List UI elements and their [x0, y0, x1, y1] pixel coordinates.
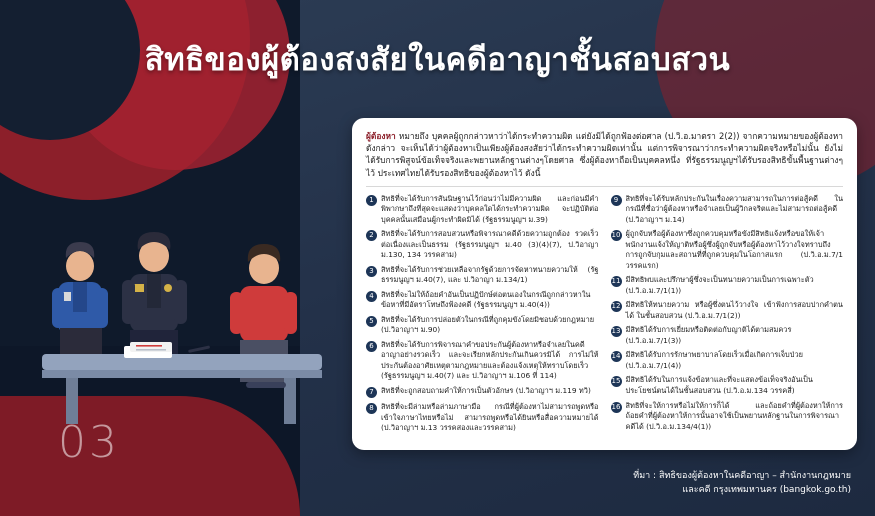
intro-text: หมายถึง บุคคลผู้ถูกกล่าวหาว่าได้กระทำความผิด แต่ยังมิได้ถูกฟ้องต่อศาล (ป.วิ.อ.มาตรา 2(2)) จากความหมายของผู้ต้องหาดังกล่าว จะเห็นได้ว่าผู้ต้องหาเป็นเพียงผู้ต้องสงสัยว่าได้กระทำความผิดเท่านั้น แต่การพิจารณาว่ากระทำความผิดจริงหรือไม่นั้น ยังไม่ได้รับการพิสูจน์ข้อเท็จจริงและพยานหลักฐานต่างๆโดยศาล ซึ่งผู้ต้องหาถือเป็นบุคคลหนึ่ง ที่รัฐธรรมนูญฯได้รับรองสิทธิขั้นพื้นฐานต่างๆไว้ ประเทศไทยได้รับรองสิทธิของผู้ต้องหาไว้ ดังนี้	[366, 131, 843, 178]
list-item-number: 16	[611, 402, 621, 411]
list-item-number: 5	[366, 316, 377, 327]
list-item-text: สิทธิที่จะได้รับการสันนิษฐานไว้ก่อนว่าไม่มีความผิด และก่อนมีคำพิพากษาถึงที่สุดจะแสดงว่าบุคคลใดได้กระทำความผิด จะปฏิบัติต่อบุคคลนั้นเสมือนผู้กระทำผิดมิได้ (รัฐธรรมนูญฯ ม.39)	[381, 193, 599, 224]
list-item-number: 2	[366, 230, 377, 241]
list-item-text: สิทธิที่จะได้รับหลักประกันในเรื่องความสามารถในการต่อสู้คดี ในกรณีที่ชื่อว่าผู้ต้องหาหรือจำเลยเป็นผู้วิกลจริตและไม่สามารถต่อสู้คดี (ป.วิอาญาฯ ม.14)	[625, 193, 843, 224]
list-item	[611, 325, 844, 346]
list-item-text: มีสิทธิได้รับในการแจ้งข้อหาและที่จะแสดงข้อเท็จจริงอันเป็นประโยชน์ตนได้ในชั้นสอบสวน (ป.วิ.อ.ม.134 วรรคสี่)	[625, 375, 813, 395]
list-item-number: 6	[366, 341, 377, 352]
list-item	[611, 229, 844, 271]
interrogation-illustration	[18, 196, 348, 426]
list-item-number: 11	[611, 277, 621, 286]
content-panel	[352, 118, 857, 450]
source-line-2: และคดี กรุงเทพมหานคร (bangkok.go.th)	[682, 485, 851, 496]
list-item	[611, 194, 844, 226]
title-container	[0, 34, 875, 84]
list-item-number: 4	[366, 291, 377, 302]
list-item-number: 13	[611, 327, 621, 336]
list-item-number: 15	[611, 377, 621, 386]
list-item-number: 12	[611, 302, 621, 311]
list-item-text: สิทธิที่จะถูกสอบถามคำให้การเป็นตัวอักษร (ป.วิอาญาฯ ม.119 ทวิ)	[381, 386, 591, 395]
list-item	[366, 386, 599, 398]
source-credit	[633, 470, 851, 498]
list-item	[611, 375, 844, 396]
list-item-text: มีสิทธิได้รับการเยี่ยมหรือติดต่อกับญาติได้ตามสมควร (ป.วิ.อ.ม.7/1(3))	[625, 325, 792, 345]
page-number: 03	[58, 417, 120, 468]
list-item-text: สิทธิที่จะได้รับการพิจารณาคำขอประกันผู้ต้องหาหรือจำเลยในคดีอาญาอย่างรวดเร็ว และจะเรียกหลักประกันเกินควรมิได้ การไม่ให้ประกันต้องอาศัยเหตุตามกฎหมายและต้องแจ้งเหตุให้ทราบโดยเร็ว (รัฐธรรมนูญฯ ม.40(7) และ ป.วิอาญาฯ ม.106 ที่ 114)	[381, 339, 599, 381]
source-line-1	[633, 470, 851, 484]
list-item-text: มีสิทธิให้ทนายความ หรือผู้ซึ่งตนไว้วางใจ เข้าฟังการสอบปากคำตนได้ ในชั้นสอบสวน (ป.วิ.อ.ม.7/1(2))	[625, 300, 843, 320]
list-item-number: 14	[611, 352, 621, 361]
rights-column-left	[366, 194, 599, 438]
list-item	[366, 265, 599, 286]
list-item	[366, 402, 599, 434]
list-item	[366, 194, 599, 226]
list-item-text: สิทธิที่จะได้รับการสอบสวนหรือพิจารณาคดีด้วยความถูกต้อง รวดเร็วต่อเนื่องและเป็นธรรม (รัฐธรรมนูญฯ ม.40 (3)(4)(7), ป.วิอาญา ม.130, 134 วรรคสาม)	[381, 229, 599, 260]
list-item-text: มีสิทธิพบและปรึกษาผู้ซึ่งจะเป็นทนายความเป็นการเฉพาะตัว (ป.วิ.อ.ม.7/1(1))	[625, 275, 814, 295]
list-item	[366, 229, 599, 261]
list-item-number: 8	[366, 403, 377, 414]
list-item	[366, 290, 599, 311]
list-item-number: 3	[366, 266, 377, 277]
list-item-text: สิทธิที่จะไม่ให้ถ้อยคำอันเป็นปฏิปักษ์ต่อตนเองในกรณีถูกกล่าวหาในข้อหาที่มีอัตราโทษถึงฟ้องคดี (รัฐธรรมนูญฯ ม.40(4))	[381, 289, 591, 310]
page-title: สิทธิของผู้ต้องสงสัยในคดีอาญาชั้นสอบสวน	[144, 42, 731, 78]
list-item-text: สิทธิที่จะได้รับการปล่อยตัวในกรณีที่ถูกคุมขังโดยมิชอบด้วยกฎหมาย (ป.วิอาญาฯ ม.90)	[381, 314, 595, 335]
list-item	[611, 350, 844, 371]
list-item-text: สิทธิที่จะให้การหรือไม่ให้การก็ได้ และถ้อยคำที่ผู้ต้องหาให้การ ถ้อยคำที่ผู้ต้องหาให้การนั้นอาจใช้เป็นพยานหลักฐานในการพิจารณาคดีได้ (ป.วิ.อ.ม.134/4(1))	[625, 400, 843, 431]
list-item	[366, 340, 599, 382]
panel-divider	[366, 186, 843, 187]
list-item	[611, 275, 844, 296]
list-item-text: มีสิทธิได้รับการรักษาพยาบาลโดยเร็วเมื่อเกิดการเจ็บป่วย (ป.วิ.อ.ม.7/1(4))	[625, 350, 803, 370]
list-item	[611, 401, 844, 433]
list-item	[366, 315, 599, 336]
rights-column-right	[611, 194, 844, 438]
rights-columns	[366, 194, 843, 438]
list-item-number: 9	[611, 195, 622, 206]
source-label: ที่มา :	[633, 471, 657, 482]
list-item	[611, 300, 844, 321]
list-item-number: 10	[611, 231, 621, 240]
source-text-1: สิทธิของผู้ต้องหาในคดีอาญา – สำนักงานกฎหมาย	[658, 471, 851, 482]
list-item-text: สิทธิที่จะมีล่ามหรือล่ามภาษามือ กรณีที่ผู้ต้องหาไม่สามารถพูดหรือเข้าใจภาษาไทยหรือไม่ สามารถพูดหรือได้ยินหรือสื่อความหมายได้ (ป.วิอาญาฯ ม.13 วรรคสองและวรรคสาม)	[381, 402, 599, 433]
list-item-number: 1	[366, 195, 377, 206]
intro-lead-label: ผู้ต้องหา	[366, 131, 396, 141]
list-item-text: ผู้ถูกจับหรือผู้ต้องหาซึ่งถูกควบคุมหรือขังมีสิทธิแจ้งหรือขอให้เจ้าพนักงานแจ้งให้ญาติหรือผู้ซึ่งผู้ถูกจับหรือผู้ต้องหาไว้วางใจทราบถึงการถูกจับกุมและสถานที่ที่ถูกควบคุมในโอกาสแรก (ป.วิ.อ.ม.7/1 วรรคแรก)	[625, 229, 843, 270]
list-item-text: สิทธิที่จะได้รับการช่วยเหลือจากรัฐด้วยการจัดหาทนายความให้ (รัฐธรรมนูญฯ ม.40(7), และ ป.วิอาญา ม.134/1)	[381, 264, 599, 285]
list-item-number: 7	[366, 387, 377, 398]
intro-paragraph	[366, 130, 843, 179]
